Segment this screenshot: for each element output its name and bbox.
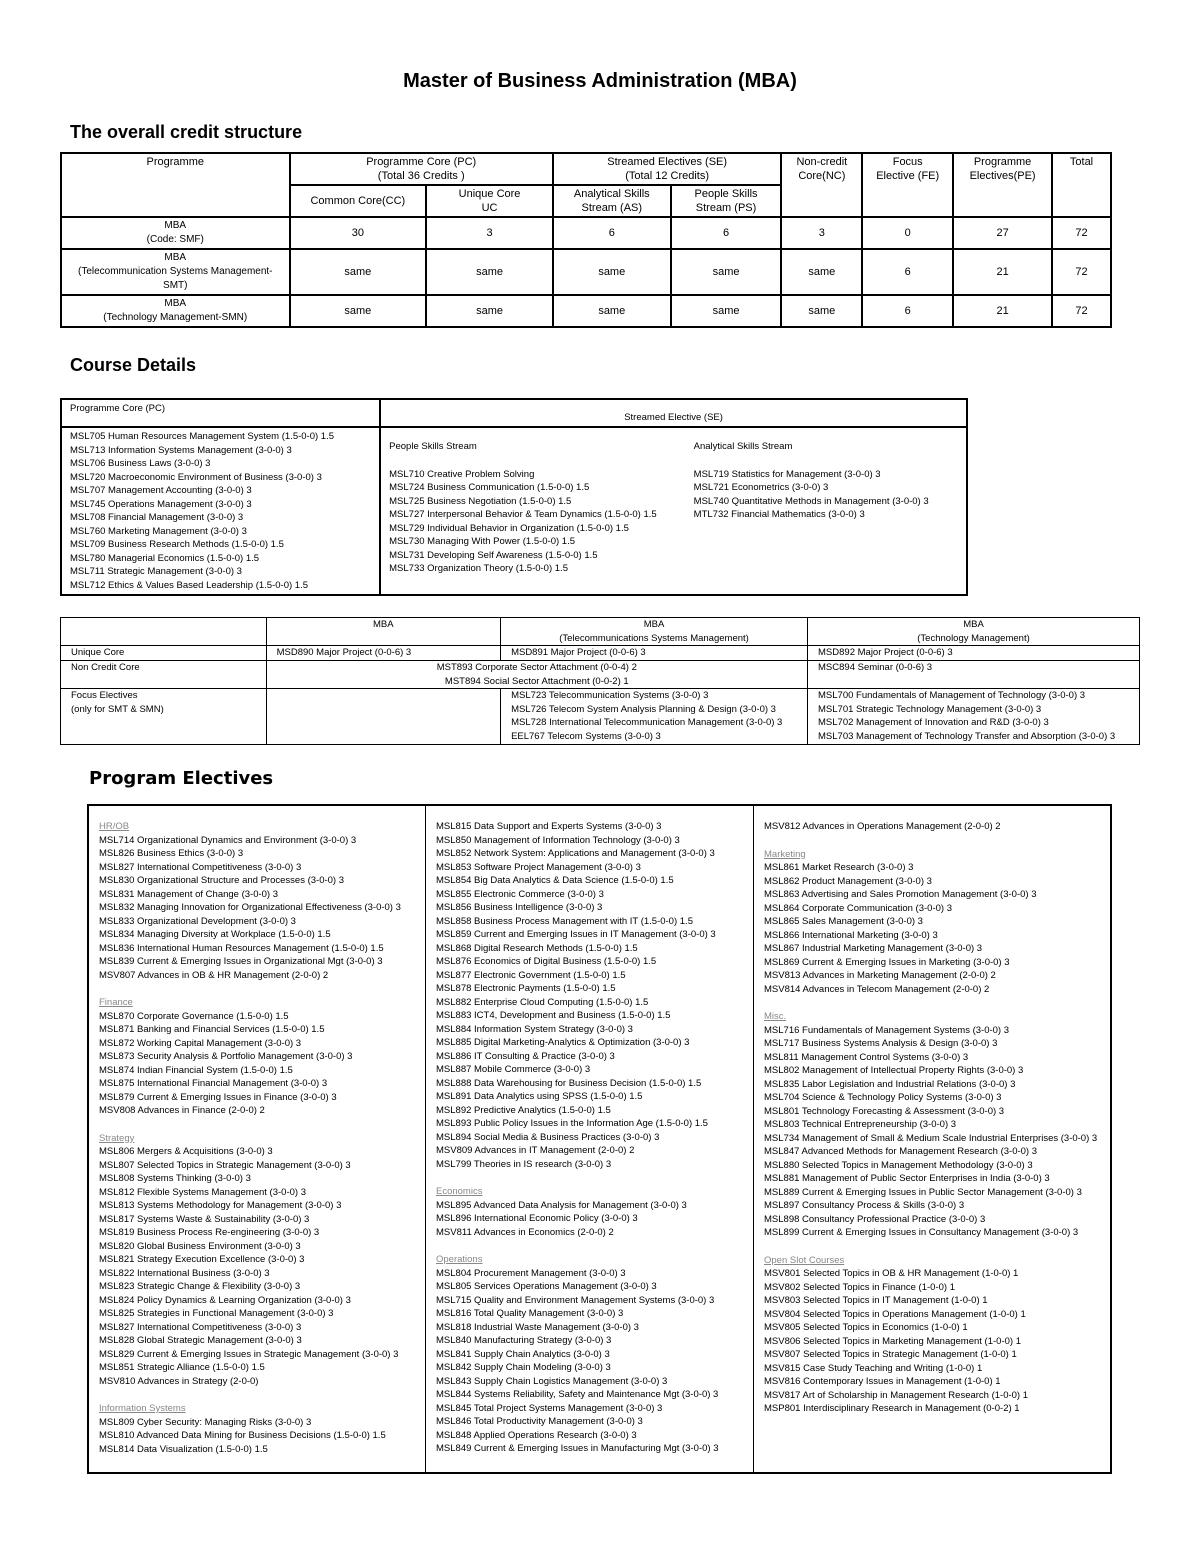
program-electives-box (87, 804, 1112, 1474)
elective-item: MSL840 Manufacturing Strategy (3-0-0) 3 (436, 1335, 612, 1346)
credit-structure-table (60, 152, 1112, 328)
elective-item: MSV810 Advances in Strategy (2-0-0) (99, 1375, 259, 1387)
elective-item: MSL809 Cyber Security: Managing Risks (3-0-0) 3 (99, 1416, 312, 1428)
elective-item: MSL849 Current & Emerging Issues in Manufacturing Mgt (3-0-0) 3 (436, 1443, 719, 1454)
elective-item: MSL875 International Financial Management (3-0-0) 3 (99, 1078, 328, 1089)
elective-item: MSL895 Advanced Data Analysis for Management (3-0-0) 3 (436, 1199, 687, 1211)
elective-item: MSL716 Fundamentals of Management Systems (3-0-0) 3 (764, 1024, 1010, 1036)
elective-item: MSV806 Selected Topics in Marketing Management (1-0-0) 1 (764, 1335, 1021, 1347)
elective-item: MSL897 Consultancy Process & Skills (3-0-0) 3 (764, 1200, 965, 1211)
elective-item: MSL715 Quality and Environment Management Systems (3-0-0) 3 (436, 1294, 715, 1306)
section-strategy-title: Strategy (99, 1132, 135, 1144)
section-open-title: Open Slot Courses (764, 1254, 845, 1266)
elective-item: MSL839 Current & Emerging Issues in Organizational Mgt (3-0-0) 3 (99, 956, 383, 967)
table-row: MBA (Telecommunication Systems Management- SMT) same same same same same 6 21 72 (61, 249, 1111, 295)
electives-column-1 (89, 806, 425, 1472)
elective-item: MSL874 Indian Financial System (1.5-0-0) 1.5 (99, 1064, 293, 1076)
elective-item: MSV808 Advances in Finance (2-0-0) 2 (99, 1105, 265, 1116)
table-row: Non Credit Core MST893 Corporate Sector Attachment (0-0-4) 2 MST894 Social Sector Attachment (0-0-2) 1 MSC894 Seminar (0-0-6) 3 (61, 661, 1140, 689)
elective-item: MSL819 Business Process Re-engineering (3-0-0) 3 (99, 1227, 320, 1238)
elective-item: MSL831 Management of Change (3-0-0) 3 (99, 888, 279, 900)
elective-item: MSV802 Selected Topics in Finance (1-0-0) 1 (764, 1281, 955, 1293)
course-item: MSL707 Management Accounting (3-0-0) 3 (70, 485, 252, 496)
elective-item: MSL889 Current & Emerging Issues in Public Sector Management (3-0-0) 3 (764, 1186, 1082, 1198)
section-hrob-title: HR/OB (99, 821, 130, 832)
elective-item: MSL802 Management of Intellectual Property Rights (3-0-0) 3 (764, 1065, 1024, 1076)
course-item: MSL702 Management of Innovation and R&D (3-0-0) 3 (818, 717, 1049, 728)
elective-item: MSL818 Industrial Waste Management (3-0-0) 3 (436, 1321, 639, 1333)
header-streamed-electives: Streamed Electives (SE) (Total 12 Credits) (553, 153, 782, 185)
elective-item: MSL844 Systems Reliability, Safety and Maintenance Mgt (3-0-0) 3 (436, 1389, 719, 1400)
elective-item: MSL808 Systems Thinking (3-0-0) 3 (99, 1173, 251, 1184)
header-programme-core: Programme Core (PC) (Total 36 Credits ) (290, 153, 553, 185)
elective-item: MSV803 Selected Topics in IT Management (1-0-0) 1 (764, 1295, 988, 1306)
col-mba: MBA (266, 618, 500, 646)
elective-item: MSL853 Software Project Management (3-0-0) 3 (436, 861, 641, 873)
course-item: MSL701 Strategic Technology Management (3-0-0) 3 (818, 703, 1042, 715)
table-row: MBA (Technology Management-SMN) same same same same same 6 21 72 (61, 295, 1111, 327)
course-item: MSL727 Interpersonal Behavior & Team Dynamics (1.5-0-0) 1.5 (389, 509, 657, 520)
elective-item: MSL881 Management of Public Sector Enterprises in India (3-0-0) 3 (764, 1173, 1050, 1184)
elective-item: MSL852 Network System: Applications and Management (3-0-0) 3 (436, 848, 715, 859)
course-item: MSL706 Business Laws (3-0-0) 3 (70, 458, 211, 469)
elective-item: MSL842 Supply Chain Modeling (3-0-0) 3 (436, 1362, 611, 1373)
table-row: Unique Core MSD890 Major Project (0-0-6) 3 MSD891 Major Project (0-0-6) 3 MSD892 Major Project (0-0-6) 3 (61, 646, 1140, 661)
course-item: MTL732 Financial Mathematics (3-0-0) 3 (693, 509, 865, 520)
elective-item: MSL810 Advanced Data Mining for Business Decisions (1.5-0-0) 1.5 (99, 1430, 386, 1441)
elective-item: MSL880 Selected Topics in Management Methodology (3-0-0) 3 (764, 1159, 1033, 1171)
course-item: MSL708 Financial Management (3-0-0) 3 (70, 512, 244, 523)
elective-item: MSL825 Strategies in Functional Management (3-0-0) 3 (99, 1308, 334, 1319)
course-item: MSL710 Creative Problem Solving (389, 468, 535, 480)
header-programme: Programme (61, 153, 290, 217)
elective-item: MSL872 Working Capital Management (3-0-0) 3 (99, 1037, 302, 1049)
elective-item: MSV814 Advances in Telecom Management (2-0-0) 2 (764, 983, 990, 995)
elective-item: MSL845 Total Project Systems Management (3-0-0) 3 (436, 1402, 663, 1414)
elective-item: MSL873 Security Analysis & Portfolio Management (3-0-0) 3 (99, 1051, 353, 1062)
elective-item: MSL799 Theories in IS research (3-0-0) 3 (436, 1158, 612, 1170)
elective-item: MSL815 Data Support and Experts Systems (3-0-0) 3 (436, 821, 662, 832)
elective-item: MSL821 Strategy Execution Excellence (3-0-0) 3 (99, 1254, 305, 1265)
elective-item: MSL888 Data Warehousing for Business Decision (1.5-0-0) 1.5 (436, 1077, 702, 1089)
elective-item: MSL830 Organizational Structure and Processes (3-0-0) 3 (99, 875, 345, 886)
elective-item: MSL863 Advertising and Sales Promotion Management (3-0-0) 3 (764, 889, 1037, 900)
elective-item: MSV804 Selected Topics in Operations Management (1-0-0) 1 (764, 1308, 1026, 1320)
programme-core-header: Programme Core (PC) (61, 399, 380, 427)
col-mba-smn: MBA (Technology Management) (808, 618, 1140, 646)
course-item: MSL760 Marketing Management (3-0-0) 3 (70, 525, 247, 537)
elective-item: MSL862 Product Management (3-0-0) 3 (764, 875, 932, 887)
course-item: MSL729 Individual Behavior in Organization (1.5-0-0) 1.5 (389, 522, 629, 534)
elective-item: MSV811 Advances in Economics (2-0-0) 2 (436, 1226, 614, 1238)
elective-item: MSL847 Advanced Methods for Management Research (3-0-0) 3 (764, 1146, 1038, 1157)
elective-item: MSL898 Consultancy Professional Practice (3-0-0) 3 (764, 1213, 986, 1225)
col-mba-smt: MBA (Telecommunications Systems Management) (501, 618, 808, 646)
elective-item: MSL804 Procurement Management (3-0-0) 3 (436, 1267, 626, 1279)
elective-item: MSV812 Advances in Operations Management (2-0-0) 2 (764, 821, 1001, 832)
elective-item: MSL856 Business Intelligence (3-0-0) 3 (436, 902, 603, 913)
table-row: MBA (Code: SMF) 30 3 6 6 3 0 27 72 (61, 217, 1111, 249)
programme-core-list (61, 427, 380, 595)
elective-item: MSL717 Business Systems Analysis & Design (3-0-0) 3 (764, 1038, 998, 1049)
course-item: MSL745 Operations Management (3-0-0) 3 (70, 498, 252, 510)
elective-item: MSL867 Industrial Marketing Management (3-0-0) 3 (764, 943, 983, 954)
elective-item: MSL834 Managing Diversity at Workplace (1.5-0-0) 1.5 (99, 929, 331, 940)
elective-item: MSL885 Digital Marketing-Analytics & Optimization (3-0-0) 3 (436, 1037, 690, 1048)
elective-item: MSL826 Business Ethics (3-0-0) 3 (99, 848, 244, 859)
elective-item: MSV809 Advances in IT Management (2-0-0) 2 (436, 1145, 635, 1156)
elective-item: MSL704 Science & Technology Policy Systems (3-0-0) 3 (764, 1092, 1002, 1103)
elective-item: MSL878 Electronic Payments (1.5-0-0) 1.5 (436, 983, 616, 994)
section-operations-title: Operations (436, 1254, 483, 1265)
elective-item: MSL877 Electronic Government (1.5-0-0) 1.5 (436, 969, 626, 981)
header-programme-electives: Programme Electives(PE) (953, 153, 1052, 217)
credit-structure-heading: The overall credit structure (70, 122, 303, 142)
header-analytical-skills: Analytical Skills Stream (AS) (553, 185, 671, 217)
elective-item: MSL827 International Competitiveness (3-0-0) 3 (99, 1321, 302, 1333)
elective-item: MSL876 Economics of Digital Business (1.5-0-0) 1.5 (436, 956, 657, 967)
analytical-skills-list: Analytical Skills Stream MSL719 Statistics for Management (3-0-0) 3 MSL721 Econometrics (3-0-0) 3 MSL740 Quantitative Methods in Management (3-0-0) 3 MTL732 Financial Mathematics (3-0-0) 3 (686, 427, 967, 595)
elective-item: MSL817 Systems Waste & Sustainability (3-0-0) 3 (99, 1213, 310, 1225)
elective-item: MSL822 International Business (3-0-0) 3 (99, 1267, 270, 1279)
elective-item: MSL843 Supply Chain Logistics Management (3-0-0) 3 (436, 1375, 668, 1387)
elective-item: MSL887 Mobile Commerce (3-0-0) 3 (436, 1064, 591, 1075)
elective-item: MSL812 Flexible Systems Management (3-0-0) 3 (99, 1186, 306, 1198)
course-item: MSL725 Business Negotiation (1.5-0-0) 1.5 (389, 495, 572, 507)
course-item: MSL711 Strategic Management (3-0-0) 3 (70, 566, 242, 577)
elective-item: MSL893 Public Policy Issues in the Information Age (1.5-0-0) 1.5 (436, 1118, 708, 1129)
elective-item: MSL886 IT Consulting & Practice (3-0-0) 3 (436, 1050, 615, 1062)
elective-item: MSL858 Business Process Management with IT (1.5-0-0) 1.5 (436, 915, 693, 927)
course-item: MSL730 Managing With Power (1.5-0-0) 1.5 (389, 536, 576, 547)
elective-item: MSL882 Enterprise Cloud Computing (1.5-0-0) 1.5 (436, 996, 649, 1008)
elective-item: MSP801 Interdisciplinary Research in Management (0-0-2) 1 (764, 1403, 1020, 1414)
section-misc-title: Misc. (764, 1011, 787, 1022)
elective-item: MSL803 Technical Entrepreneurship (3-0-0) 3 (764, 1119, 957, 1130)
electives-column-3 (753, 806, 1110, 1472)
header-unique-core: Unique Core UC (426, 185, 553, 217)
course-item: MSL733 Organization Theory (1.5-0-0) 1.5 (389, 563, 568, 574)
program-electives-heading: Program Electives (89, 768, 274, 789)
elective-item: MSV807 Advances in OB & HR Management (2-0-0) 2 (99, 969, 329, 981)
elective-item: MSL879 Current & Emerging Issues in Finance (3-0-0) 3 (99, 1091, 337, 1103)
header-non-credit-core: Non-credit Core(NC) (781, 153, 862, 217)
elective-item: MSL846 Total Productivity Management (3-0-0) 3 (436, 1416, 643, 1427)
elective-item: MSL805 Services Operations Management (3-0-0) 3 (436, 1281, 657, 1292)
header-total: Total (1052, 153, 1111, 217)
elective-item: MSL841 Supply Chain Analytics (3-0-0) 3 (436, 1348, 610, 1360)
elective-item: MSL801 Technology Forecasting & Assessment (3-0-0) 3 (764, 1105, 1005, 1117)
elective-item: MSL835 Labor Legislation and Industrial Relations (3-0-0) 3 (764, 1078, 1016, 1090)
page-title: Master of Business Administration (MBA) (403, 70, 797, 92)
elective-item: MSL807 Selected Topics in Strategic Management (3-0-0) 3 (99, 1159, 351, 1171)
elective-item: MSL866 International Marketing (3-0-0) 3 (764, 929, 938, 941)
elective-item: MSL859 Current and Emerging Issues in IT Management (3-0-0) 3 (436, 929, 716, 940)
streamed-elective-header: Streamed Elective (SE) (380, 399, 967, 427)
elective-item: MSL896 International Economic Policy (3-0-0) 3 (436, 1213, 638, 1224)
course-item: MSL705 Human Resources Management System (1.5-0-0) 1.5 (70, 431, 335, 442)
elective-item: MSL865 Sales Management (3-0-0) 3 (764, 916, 923, 927)
course-item: MSL721 Econometrics (3-0-0) 3 (693, 482, 829, 493)
elective-item: MSV817 Art of Scholarship in Management Research (1-0-0) 1 (764, 1389, 1029, 1401)
elective-item: MSL891 Data Analytics using SPSS (1.5-0-0) 1.5 (436, 1091, 643, 1102)
elective-item: MSL823 Strategic Change & Flexibility (3-0-0) 3 (99, 1281, 301, 1292)
elective-item: MSL806 Mergers & Acquisitions (3-0-0) 3 (99, 1146, 273, 1157)
course-item: EEL767 Telecom Systems (3-0-0) 3 (511, 730, 661, 742)
elective-item: MSL828 Global Strategic Management (3-0-0) 3 (99, 1335, 302, 1346)
elective-item: MSL883 ICT4, Development and Business (1.5-0-0) 1.5 (436, 1010, 671, 1021)
course-details-table (60, 398, 968, 596)
course-item: MSL723 Telecommunication Systems (3-0-0) 3 (511, 690, 709, 701)
elective-item: MSL871 Banking and Financial Services (1.5-0-0) 1.5 (99, 1024, 325, 1035)
elective-item: MSL848 Applied Operations Research (3-0-0) 3 (436, 1429, 637, 1441)
course-item: MSL720 Macroeconomic Environment of Business (3-0-0) 3 (70, 471, 322, 483)
course-item: MSL740 Quantitative Methods in Management (3-0-0) 3 (693, 495, 929, 507)
elective-item: MSL734 Management of Small & Medium Scale Industrial Enterprises (3-0-0) 3 (764, 1132, 1098, 1144)
course-item: MSL713 Information Systems Management (3-0-0) 3 (70, 444, 292, 456)
course-item: MSL724 Business Communication (1.5-0-0) 1.5 (389, 482, 590, 493)
people-skills-list: People Skills Stream MSL710 Creative Problem Solving MSL724 Business Communication (1.5-0-0) 1.5 MSL725 Business Negotiation (1.5-0-0) 1.5 MSL727 Interpersonal Behavior & Team Dynamics (1.5-0-0) 1.5 MSL729 Individual Behavior in Organization (1.5-0-0) 1.5 MSL730 Managing With Power (1.5-0-0) 1.5 MSL731 Developing Self Awareness (1.5-0-0) 1.5 MSL733 Organization Theory (1.5-0-0) 1.5 (380, 427, 686, 595)
elective-item: MSL829 Current & Emerging Issues in Strategic Management (3-0-0) 3 (99, 1348, 399, 1360)
table-row: Focus Electives (only for SMT & SMN) MSL723 Telecommunication Systems (3-0-0) 3 MSL726 Telecom System Analysis Planning & Design (3-0-0) 3 MSL728 International Telecommunication Management (3-0-0) 3 EEL767 Telecom Systems (3-0-0) 3 MSL700 Fundamentals of Management of Technology (3-0-0) 3 MSL701 Strategic Technology Management (3-0-0) 3 MSL702 Management of Innovation and R&D (3-0-0) 3 MSL703 Management of Technology Transfer and Absorption (3-0-0) 3 (61, 689, 1140, 745)
header-people-skills: People Skills Stream (PS) (671, 185, 782, 217)
course-item: MSL712 Ethics & Values Based Leadership (1.5-0-0) 1.5 (70, 579, 308, 591)
course-item: MSL703 Management of Technology Transfer and Absorption (3-0-0) 3 (818, 730, 1116, 742)
elective-item: MSL813 Systems Methodology for Management (3-0-0) 3 (99, 1200, 342, 1211)
elective-item: MSL816 Total Quality Management (3-0-0) 3 (436, 1308, 624, 1319)
elective-item: MSL820 Global Business Environment (3-0-0) 3 (99, 1240, 301, 1252)
elective-item: MSL864 Corporate Communication (3-0-0) 3 (764, 902, 952, 914)
elective-item: MSL855 Electronic Commerce (3-0-0) 3 (436, 888, 604, 900)
elective-item: MSL811 Management Control Systems (3-0-0) 3 (764, 1051, 969, 1063)
elective-item: MSL854 Big Data Analytics & Data Science (1.5-0-0) 1.5 (436, 875, 674, 886)
elective-item: MSV815 Case Study Teaching and Writing (1-0-0) 1 (764, 1362, 983, 1374)
elective-item: MSV801 Selected Topics in OB & HR Management (1-0-0) 1 (764, 1268, 1019, 1279)
header-focus-elective: Focus Elective (FE) (862, 153, 953, 217)
elective-item: MSL884 Information System Strategy (3-0-0) 3 (436, 1023, 633, 1035)
elective-item: MSL868 Digital Research Methods (1.5-0-0) 1.5 (436, 942, 638, 954)
elective-item: MSV805 Selected Topics in Economics (1-0-0) 1 (764, 1322, 968, 1333)
elective-item: MSL870 Corporate Governance (1.5-0-0) 1.5 (99, 1010, 289, 1022)
section-finance-title: Finance (99, 997, 133, 1008)
course-item: MSL709 Business Research Methods (1.5-0-0) 1.5 (70, 539, 284, 550)
course-details-heading: Course Details (70, 355, 197, 375)
programme-specific-table (60, 617, 1140, 745)
section-is-title: Information Systems (99, 1403, 186, 1414)
elective-item: MSL899 Current & Emerging Issues in Consultancy Management (3-0-0) 3 (764, 1227, 1079, 1238)
course-item: MSL780 Managerial Economics (1.5-0-0) 1.5 (70, 552, 260, 564)
elective-item: MSL814 Data Visualization (1.5-0-0) 1.5 (99, 1443, 268, 1455)
elective-item: MSL851 Strategic Alliance (1.5-0-0) 1.5 (99, 1362, 265, 1373)
course-item: MSL726 Telecom System Analysis Planning & Design (3-0-0) 3 (511, 703, 776, 715)
elective-item: MSV813 Advances in Marketing Management (2-0-0) 2 (764, 970, 996, 981)
elective-item: MSL832 Managing Innovation for Organizational Effectiveness (3-0-0) 3 (99, 902, 401, 913)
elective-item: MSL836 International Human Resources Management (1.5-0-0) 1.5 (99, 942, 384, 954)
elective-item: MSL869 Current & Emerging Issues in Marketing (3-0-0) 3 (764, 956, 1010, 968)
course-item: MSL719 Statistics for Management (3-0-0) 3 (693, 468, 881, 480)
elective-item: MSL861 Market Research (3-0-0) 3 (764, 862, 914, 873)
elective-item: MSL892 Predictive Analytics (1.5-0-0) 1.5 (436, 1104, 611, 1116)
elective-item: MSL850 Management of Information Technology (3-0-0) 3 (436, 834, 680, 846)
section-marketing-title: Marketing (764, 848, 806, 860)
elective-item: MSL824 Policy Dynamics & Learning Organization (3-0-0) 3 (99, 1294, 351, 1306)
course-item: MSL700 Fundamentals of Management of Technology (3-0-0) 3 (818, 690, 1086, 701)
header-common-core: Common Core(CC) (290, 185, 427, 217)
elective-item: MSL894 Social Media & Business Practices (3-0-0) 3 (436, 1131, 660, 1143)
elective-item: MSV816 Contemporary Issues in Management (1-0-0) 1 (764, 1376, 1001, 1387)
elective-item: MSL714 Organizational Dynamics and Environment (3-0-0) 3 (99, 834, 357, 846)
elective-item: MSL833 Organizational Development (3-0-0) 3 (99, 915, 296, 927)
course-item: MSL728 International Telecommunication Management (3-0-0) 3 (511, 717, 783, 728)
elective-item: MSV807 Selected Topics in Strategic Management (1-0-0) 1 (764, 1349, 1017, 1360)
course-item: MSL731 Developing Self Awareness (1.5-0-0) 1.5 (389, 549, 598, 561)
elective-item: MSL827 International Competitiveness (3-0-0) 3 (99, 861, 302, 873)
electives-column-2 (425, 806, 753, 1472)
section-economics-title: Economics (436, 1186, 483, 1197)
